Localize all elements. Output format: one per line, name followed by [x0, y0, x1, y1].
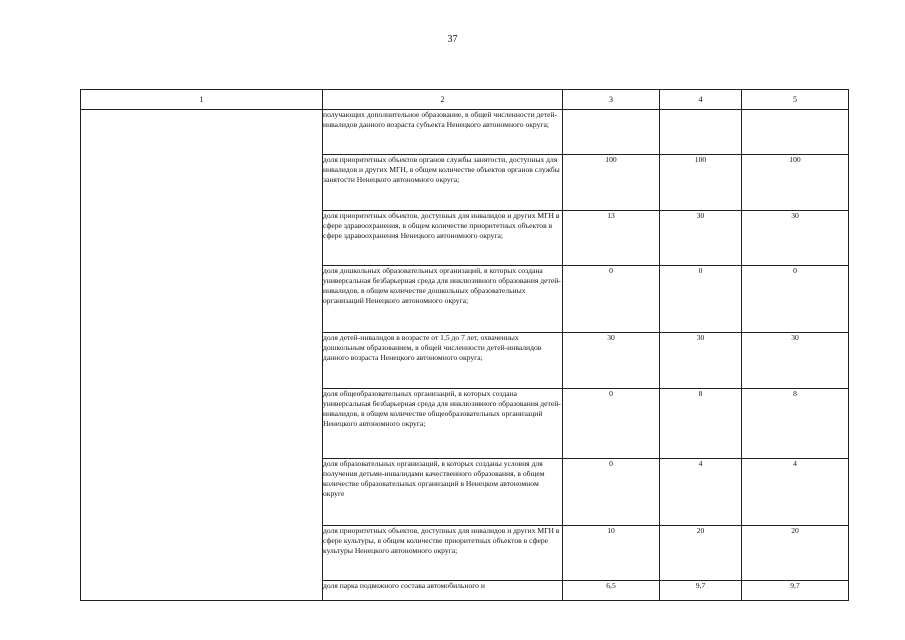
- value-col-5: 0: [742, 266, 849, 333]
- indicator-description: получающих дополнительное образование, в общей численности детей-инвалидов данного возраста субъекта Ненецкого автономного округа;: [323, 110, 563, 155]
- column-header-1: 1: [81, 90, 323, 110]
- value-col-5: 4: [742, 459, 849, 526]
- value-col-3: 0: [563, 266, 660, 333]
- value-col-5: 20: [742, 526, 849, 581]
- value-col-3: 0: [563, 459, 660, 526]
- column-header-4: 4: [660, 90, 742, 110]
- value-col-3: 100: [563, 155, 660, 211]
- indicator-description: доля приоритетных объектов, доступных для инвалидов и других МГН в сфере культуры, в общем количестве приоритетных объектов в сфере культуры Ненецкого автономного округа;: [323, 526, 563, 581]
- value-col-4: 8: [660, 389, 742, 459]
- page-number: 37: [447, 34, 458, 45]
- indicator-description: доля приоритетных объектов, доступных для инвалидов и других МГН в сфере здравоохранения, в общем количестве приоритетных объектов в сфере здравоохранения Ненецкого автономного округа;: [323, 211, 563, 266]
- value-col-3: 30: [563, 333, 660, 389]
- column-header-5: 5: [742, 90, 849, 110]
- value-col-3: 10: [563, 526, 660, 581]
- value-col-4: 4: [660, 459, 742, 526]
- value-col-4: 9,7: [660, 581, 742, 601]
- indicator-description: доля образовательных организаций, в которых созданы условия для получения детьми-инвалидами качественного образования, в общем количестве образовательных организаций в Ненецком автономном округе: [323, 459, 563, 526]
- indicator-description: доля парка подвижного состава автомобильного и: [323, 581, 563, 601]
- value-col-5: [742, 110, 849, 155]
- value-col-3: 0: [563, 389, 660, 459]
- indicator-description: доля общеобразовательных организаций, в которых создана универсальная безбарьерная среда для инклюзивного образования детей-инвалидов, в общем количестве общеобразовательных организаций Ненецкого автономного округа;: [323, 389, 563, 459]
- value-col-3: [563, 110, 660, 155]
- table-header-row: [81, 90, 849, 110]
- column-header-2: 2: [323, 90, 563, 110]
- column-1-cell: [81, 110, 323, 601]
- value-col-5: 30: [742, 333, 849, 389]
- value-col-5: 100: [742, 155, 849, 211]
- value-col-5: 30: [742, 211, 849, 266]
- indicator-description: доля дошкольных образовательных организаций, в которых создана универсальная безбарьерная среда для инклюзивного образования детей-инвалидов, в общем количестве дошкольных образовательных организаций Ненецкого автономного округа;: [323, 266, 563, 333]
- value-col-4: 30: [660, 333, 742, 389]
- column-header-3: 3: [563, 90, 660, 110]
- value-col-5: 9,7: [742, 581, 849, 601]
- indicator-description: доля детей-инвалидов в возрасте от 1,5 до 7 лет, охваченных дошкольным образованием, в общей численности детей-инвалидов данного возраста Ненецкого автономного округа;: [323, 333, 563, 389]
- value-col-4: 20: [660, 526, 742, 581]
- table-row: [81, 110, 849, 155]
- value-col-3: 6,5: [563, 581, 660, 601]
- value-col-5: 8: [742, 389, 849, 459]
- value-col-4: 30: [660, 211, 742, 266]
- indicators-table: [80, 89, 849, 601]
- indicator-description: доля приоритетных объектов органов службы занятости, доступных для инвалидов и других МГН, в общем количестве объектов органов службы занятости Ненецкого автономного округа;: [323, 155, 563, 211]
- value-col-4: 100: [660, 155, 742, 211]
- value-col-4: 0: [660, 266, 742, 333]
- value-col-4: [660, 110, 742, 155]
- value-col-3: 13: [563, 211, 660, 266]
